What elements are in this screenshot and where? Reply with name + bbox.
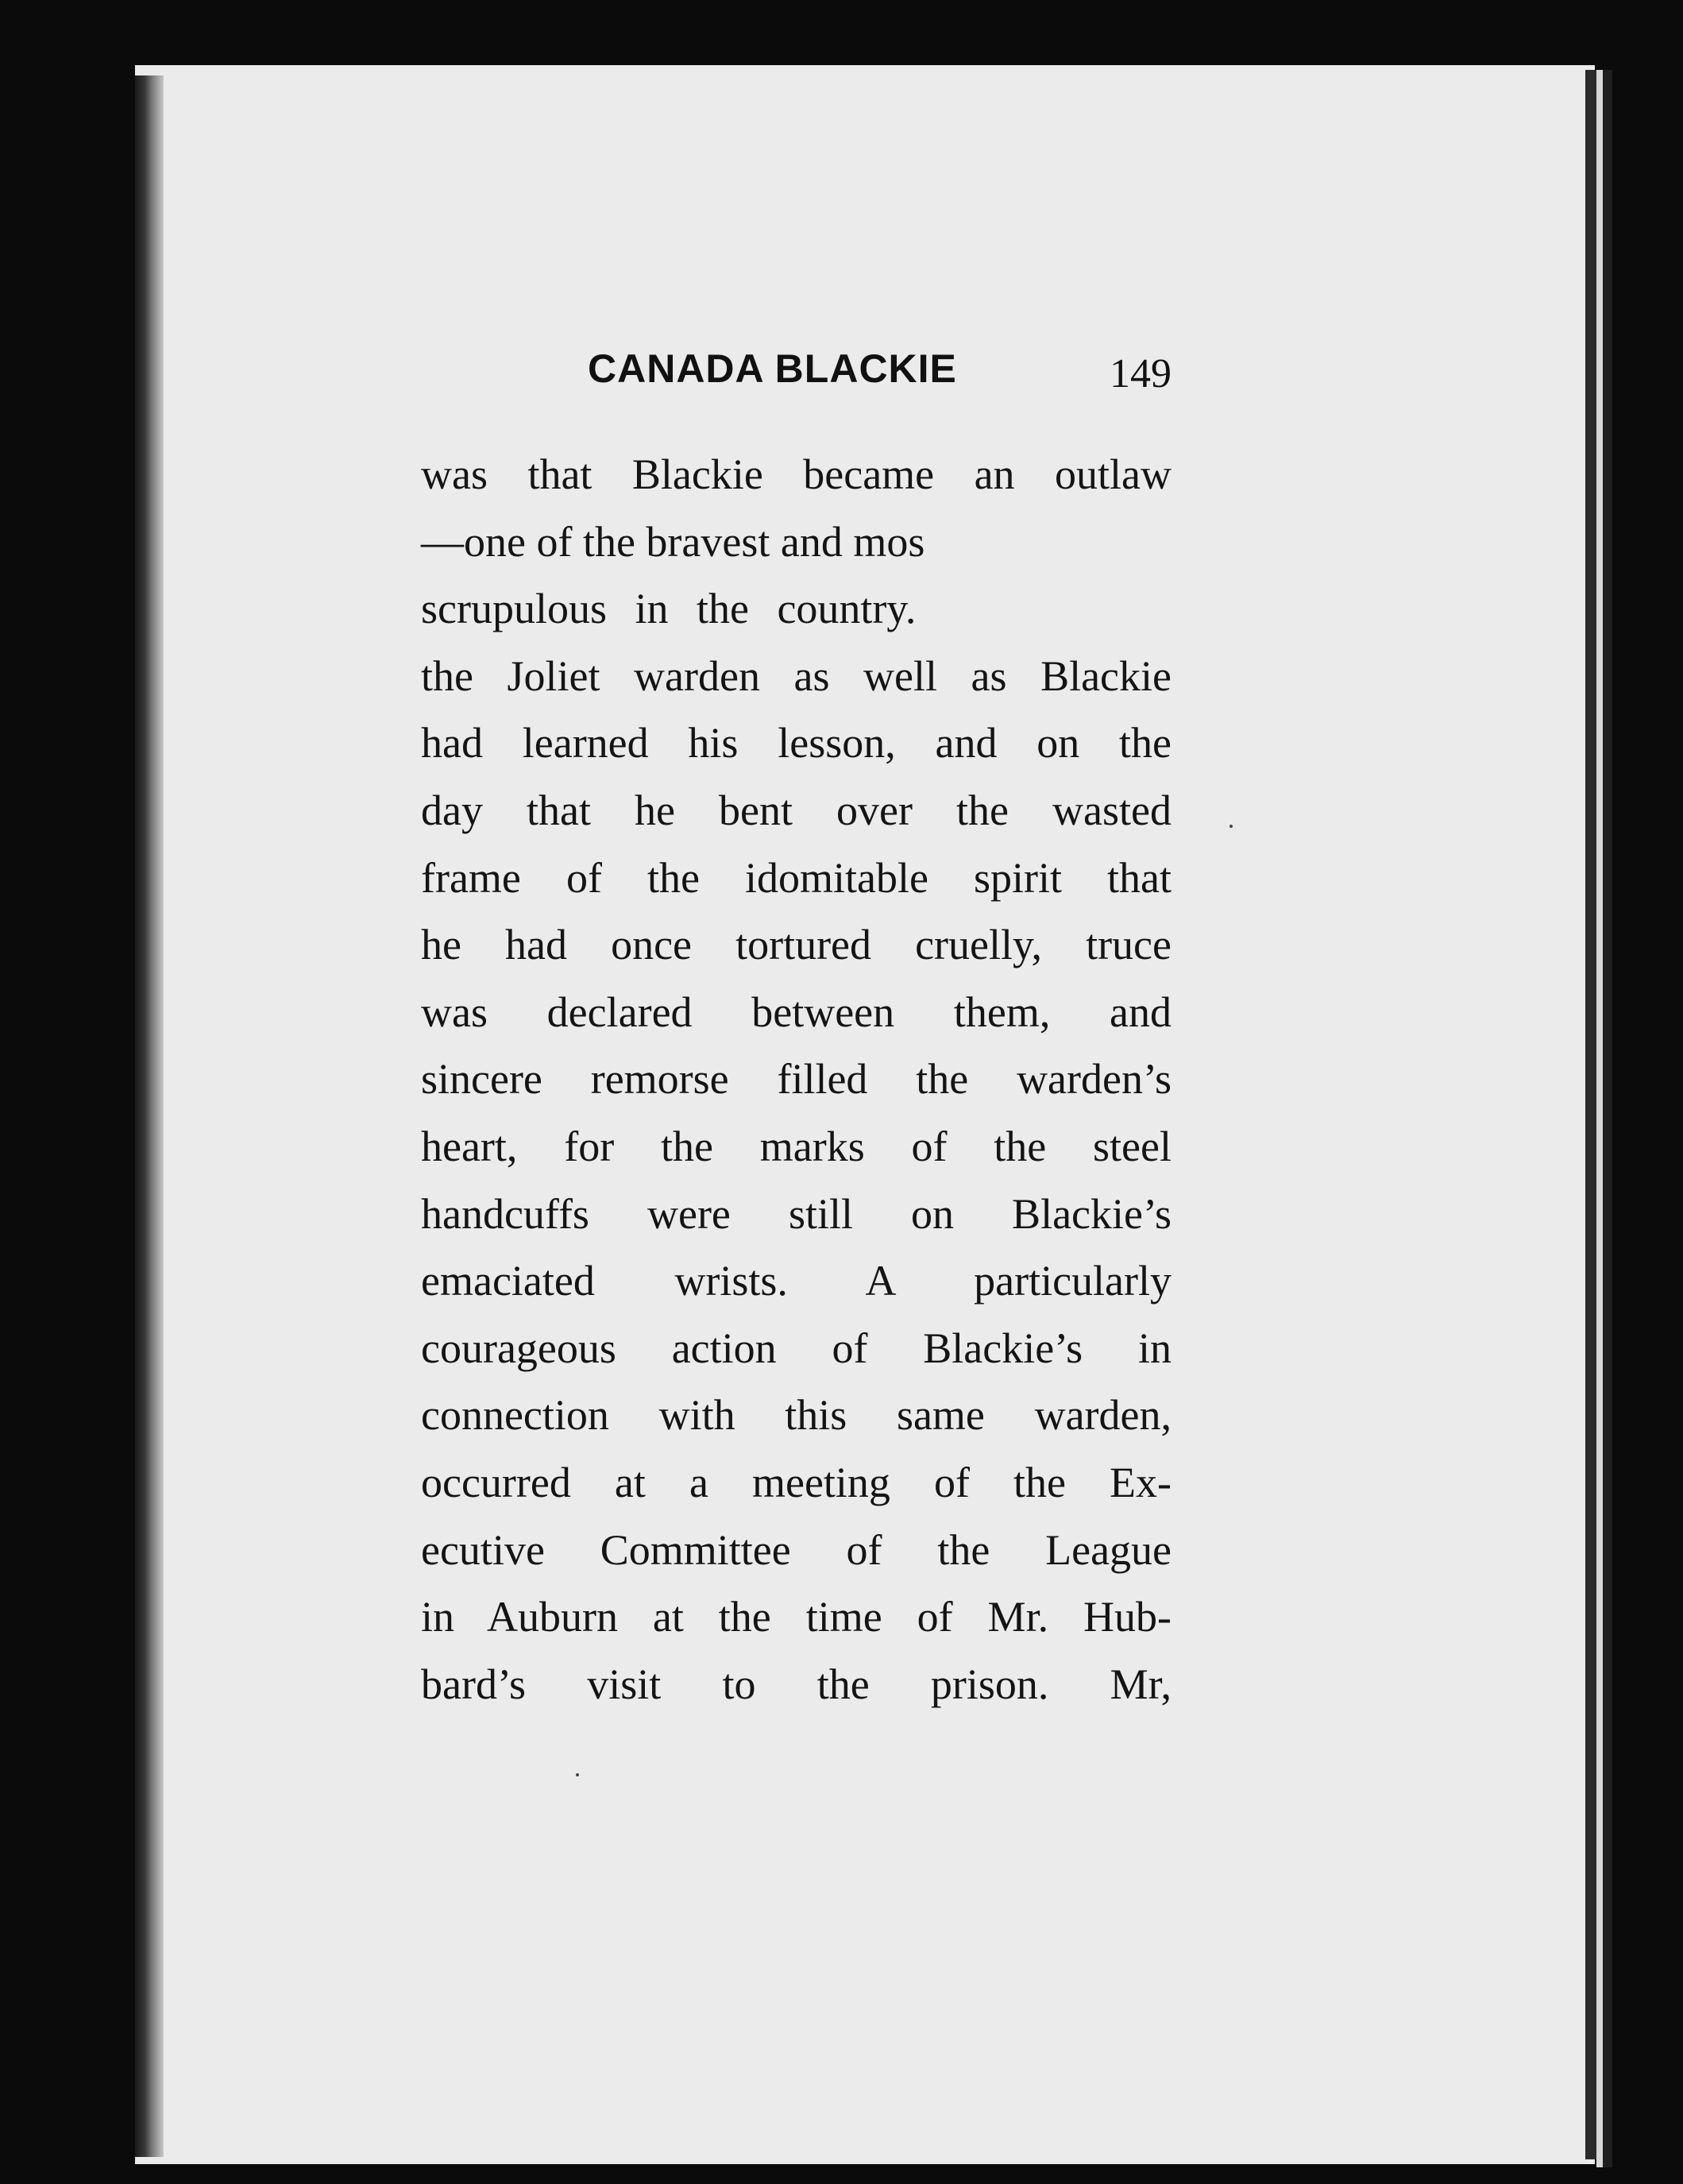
text-line: was declared between them, and [421,988,1172,1036]
text-line: heart, for the marks of the steel [421,1122,1172,1170]
scan-speck [1229,825,1233,828]
page-number: 149 [1110,351,1172,396]
text-line: ecutive Committee of the League [421,1525,1172,1574]
text-line: occurred at a meeting of the Ex- [421,1458,1172,1506]
text-line: —one of the bravest and mos [421,517,925,566]
text-line: day that he bent over the wasted [421,786,1172,834]
text-line: handcuffs were still on Blackie’s [421,1189,1172,1238]
text-line: bard’s visit to the prison. Mr, [421,1660,1172,1708]
text-line: was that Blackie became an outlaw [421,450,1172,498]
text-line: he had once tortured cruelly, truce [421,921,1172,969]
text-line: frame of the idomitable spirit that [421,853,1172,902]
text-line: connection with this same warden, [421,1391,1172,1440]
body-text [421,441,1172,1718]
scan-speck [576,1773,579,1776]
text-line: sincere remorse filled the warden’s [421,1055,1172,1104]
text-line: the Joliet warden as well as Blackie [421,651,1172,700]
running-title: CANADA BLACKIE [588,346,957,391]
text-line: courageous action of Blackie’s in [421,1324,1172,1372]
text-line: emaciated wrists. A particularly [421,1257,1172,1305]
page-edge-gap [1596,70,1603,2167]
running-head [421,346,1172,409]
text-line: in Auburn at the time of Mr. Hub- [421,1593,1172,1641]
page-edge-line [1585,70,1596,2159]
page-edge-line-outer [1603,70,1612,2167]
page-gutter-shadow [135,75,164,2157]
text-line: had learned his lesson, and on the [421,719,1172,767]
text-line: scrupulous in the country. [421,585,917,633]
book-text-block [421,346,1172,1718]
